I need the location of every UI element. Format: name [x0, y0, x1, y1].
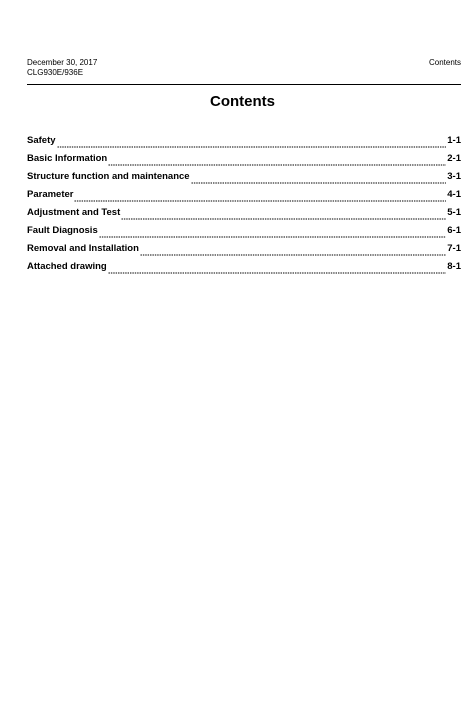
toc-entry-title: Safety [27, 135, 56, 146]
toc-dot-leader [99, 236, 447, 238]
page-header [27, 58, 461, 85]
toc-entry-parameter[interactable] [27, 189, 461, 207]
toc-dot-leader [108, 164, 446, 166]
toc-entry-title: Structure function and maintenance [27, 171, 190, 182]
toc-entry-title: Parameter [27, 189, 74, 200]
toc-entry-fault-diagnosis[interactable] [27, 225, 461, 243]
toc-dot-leader [108, 272, 447, 274]
toc-entry-title: Basic Information [27, 153, 108, 164]
header-section: Contents [428, 58, 461, 67]
toc-entry-page: 6-1 [447, 225, 461, 236]
toc-dot-leader [191, 182, 447, 184]
toc-entry-safety[interactable] [27, 135, 461, 153]
header-model: CLG930E/936E [27, 68, 84, 77]
toc-dot-leader [140, 254, 446, 256]
toc-entry-title: Removal and Installation [27, 243, 139, 254]
toc-entry-removal-installation[interactable] [27, 243, 461, 261]
page-title: Contents [210, 93, 275, 110]
toc-dot-leader [121, 218, 446, 220]
toc-dot-leader [57, 146, 447, 148]
toc-entry-page: 3-1 [447, 171, 461, 182]
toc-entry-page: 2-1 [447, 153, 461, 164]
toc-dot-leader [74, 200, 446, 202]
table-of-contents [27, 135, 461, 279]
toc-entry-adjustment-test[interactable] [27, 207, 461, 225]
toc-entry-basic-information[interactable] [27, 153, 461, 171]
toc-entry-page: 7-1 [447, 243, 461, 254]
toc-entry-title: Fault Diagnosis [27, 225, 98, 236]
toc-entry-title: Adjustment and Test [27, 207, 121, 218]
toc-entry-page: 8-1 [447, 261, 461, 272]
toc-entry-page: 4-1 [447, 189, 461, 200]
toc-entry-structure-function[interactable] [27, 171, 461, 189]
toc-entry-attached-drawing[interactable] [27, 261, 461, 279]
toc-entry-page: 1-1 [447, 135, 461, 146]
toc-entry-title: Attached drawing [27, 261, 107, 272]
header-left-block [27, 58, 97, 78]
toc-entry-page: 5-1 [447, 207, 461, 218]
header-date: December 30, 2017 [27, 58, 98, 67]
